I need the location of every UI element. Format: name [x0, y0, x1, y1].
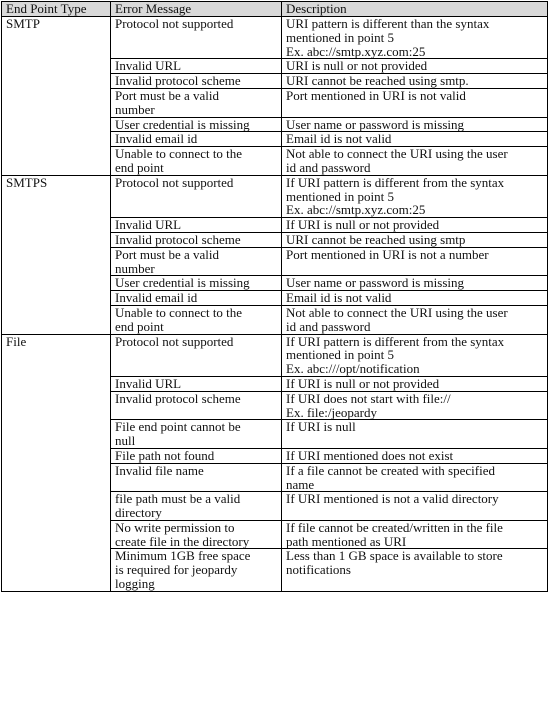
header-description: Description [282, 2, 548, 17]
error-table [1, 1, 548, 592]
description-cell: If URI is null [282, 420, 548, 449]
description-cell: If file cannot be created/written in the file path mentioned as URI [282, 520, 548, 549]
error-message-cell: User credential is missing [111, 117, 282, 132]
end-point-type-cell: SMTPS [2, 175, 111, 334]
description-cell: Port mentioned in URI is not a number [282, 247, 548, 276]
error-message-cell: Invalid protocol scheme [111, 391, 282, 420]
description-cell: If a file cannot be created with specified name [282, 463, 548, 492]
description-cell: Email id is not valid [282, 132, 548, 147]
error-message-cell: Minimum 1GB free space is required for jeopardy logging [111, 549, 282, 591]
description-cell: User name or password is missing [282, 117, 548, 132]
table-row [2, 17, 548, 59]
error-message-cell: Unable to connect to the end point [111, 147, 282, 176]
description-cell: URI is null or not provided [282, 59, 548, 74]
description-cell: Not able to connect the URI using the user id and password [282, 147, 548, 176]
end-point-type-cell: File [2, 334, 111, 591]
description-cell: If URI pattern is different from the syntax mentioned in point 5 Ex. abc://smtp.xyz.com:25 [282, 175, 548, 217]
error-message-cell: Protocol not supported [111, 334, 282, 376]
error-message-cell: Protocol not supported [111, 17, 282, 59]
error-message-cell: Port must be a valid number [111, 247, 282, 276]
header-row [2, 2, 548, 17]
error-message-cell: Port must be a valid number [111, 88, 282, 117]
error-message-cell: Invalid URL [111, 376, 282, 391]
error-message-cell: File path not found [111, 448, 282, 463]
description-cell: If URI is null or not provided [282, 218, 548, 233]
description-cell: Port mentioned in URI is not valid [282, 88, 548, 117]
error-message-cell: File end point cannot be null [111, 420, 282, 449]
error-message-cell: Invalid email id [111, 132, 282, 147]
description-cell: Email id is not valid [282, 291, 548, 306]
description-cell: URI cannot be reached using smtp [282, 232, 548, 247]
error-message-cell: Invalid protocol scheme [111, 232, 282, 247]
description-cell: If URI does not start with file:// Ex. file:/jeopardy [282, 391, 548, 420]
description-cell: If URI mentioned is not a valid directory [282, 492, 548, 521]
description-cell: If URI mentioned does not exist [282, 448, 548, 463]
error-message-cell: file path must be a valid directory [111, 492, 282, 521]
error-message-cell: Invalid file name [111, 463, 282, 492]
end-point-type-cell: SMTP [2, 17, 111, 176]
description-cell: Less than 1 GB space is available to store notifications [282, 549, 548, 591]
error-message-cell: Protocol not supported [111, 175, 282, 217]
header-error-message: Error Message [111, 2, 282, 17]
error-message-cell: No write permission to create file in the directory [111, 520, 282, 549]
error-message-cell: Invalid protocol scheme [111, 74, 282, 89]
error-message-cell: User credential is missing [111, 276, 282, 291]
error-message-cell: Invalid URL [111, 59, 282, 74]
description-cell: Not able to connect the URI using the user id and password [282, 305, 548, 334]
description-cell: URI cannot be reached using smtp. [282, 74, 548, 89]
description-cell: If URI pattern is different from the syntax mentioned in point 5 Ex. abc:///opt/notification [282, 334, 548, 376]
header-end-point-type: End Point Type [2, 2, 111, 17]
description-cell: If URI is null or not provided [282, 376, 548, 391]
description-cell: URI pattern is different than the syntax mentioned in point 5 Ex. abc://smtp.xyz.com:25 [282, 17, 548, 59]
description-cell: User name or password is missing [282, 276, 548, 291]
error-message-cell: Unable to connect to the end point [111, 305, 282, 334]
error-message-cell: Invalid URL [111, 218, 282, 233]
error-message-cell: Invalid email id [111, 291, 282, 306]
table-row [2, 175, 548, 217]
table-row [2, 334, 548, 376]
